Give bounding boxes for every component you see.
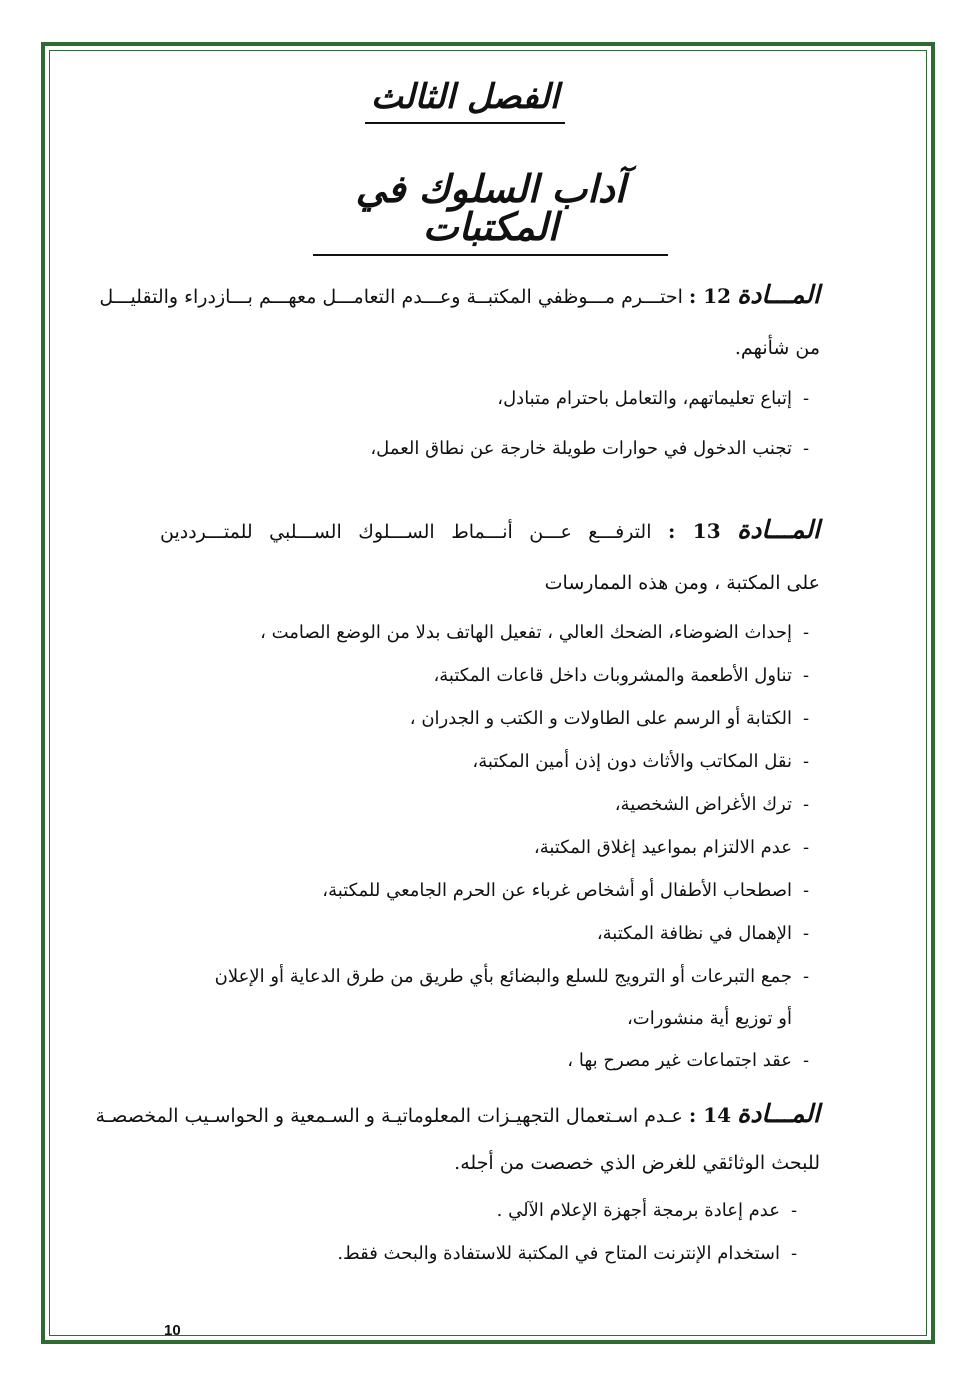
article-number: 14 : [688,1103,732,1127]
article-number: 12 : [688,284,732,308]
article-text: الترفـــع عـــن أنـــماط الســـلوك الســـلبي للمتـــرددين [160,521,652,543]
article-number: 13 : [667,519,721,543]
list-item-continuation: أو توزيع أية منشورات، [627,1008,792,1029]
article-12-line1 [99,280,820,309]
list-item: -الكتابة أو الرسم على الطاولات و الكتب و الجدران ، [409,708,810,729]
chapter-subtitle: آداب السلوك في المكتبات [313,170,668,256]
article-label: المـــادة [737,1099,820,1128]
article-label: المـــادة [737,280,820,309]
list-item: -تناول الأطعمة والمشروبات داخل قاعات المكتبة، [433,665,810,686]
article-text: احتـــرم مـــوظفي المكتبــة وعـــدم التعامـــل معهـــم بـــازدراء والتقليـــل [99,286,683,308]
list-item: -اصطحاب الأطفال أو أشخاص غرباء عن الحرم الجامعي للمكتبة، [322,880,810,901]
list-item: -عدم إعادة برمجة أجهزة الإعلام الآلي . [496,1200,798,1221]
page-number: 10 [164,1322,181,1339]
article-13-line1 [160,515,820,544]
article-text: عـدم اسـتعمال التجهيـزات المعلوماتيـة و السـمعية و الحواسـيب المخصصـة [95,1105,683,1127]
list-item: -استخدام الإنترنت المتاح في المكتبة للاستفادة والبحث فقط. [337,1243,798,1264]
article-14-line1 [95,1099,820,1128]
article-13-line2: على المكتبة ، ومن هذه الممارسات [544,572,820,594]
list-item: -تجنب الدخول في حوارات طويلة خارجة عن نطاق العمل، [370,438,810,459]
list-item: -عدم الالتزام بمواعيد إغلاق المكتبة، [533,837,810,858]
list-item: -عقد اجتماعات غير مصرح بها ، [567,1050,810,1071]
chapter-title: الفصل الثالث [365,80,565,124]
list-item: -الإهمال في نظافة المكتبة، [596,923,810,944]
article-14-line2: للبحث الوثائقي للغرض الذي خصصت من أجله. [454,1152,820,1174]
list-item: -نقل المكاتب والأثاث دون إذن أمين المكتبة، [472,751,810,772]
article-12-line2: من شأنهم. [734,337,820,359]
list-item: -إتباع تعليماتهم، والتعامل باحترام متبادل، [497,388,810,409]
list-item: -جمع التبرعات أو الترويج للسلع والبضائع بأي طريق من طرق الدعاية أو الإعلان [214,966,810,987]
list-item: -إحداث الضوضاء، الضحك العالي ، تفعيل الهاتف بدلا من الوضع الصامت ، [260,622,810,643]
list-item: -ترك الأغراض الشخصية، [614,794,810,815]
article-label: المـــادة [737,515,820,544]
